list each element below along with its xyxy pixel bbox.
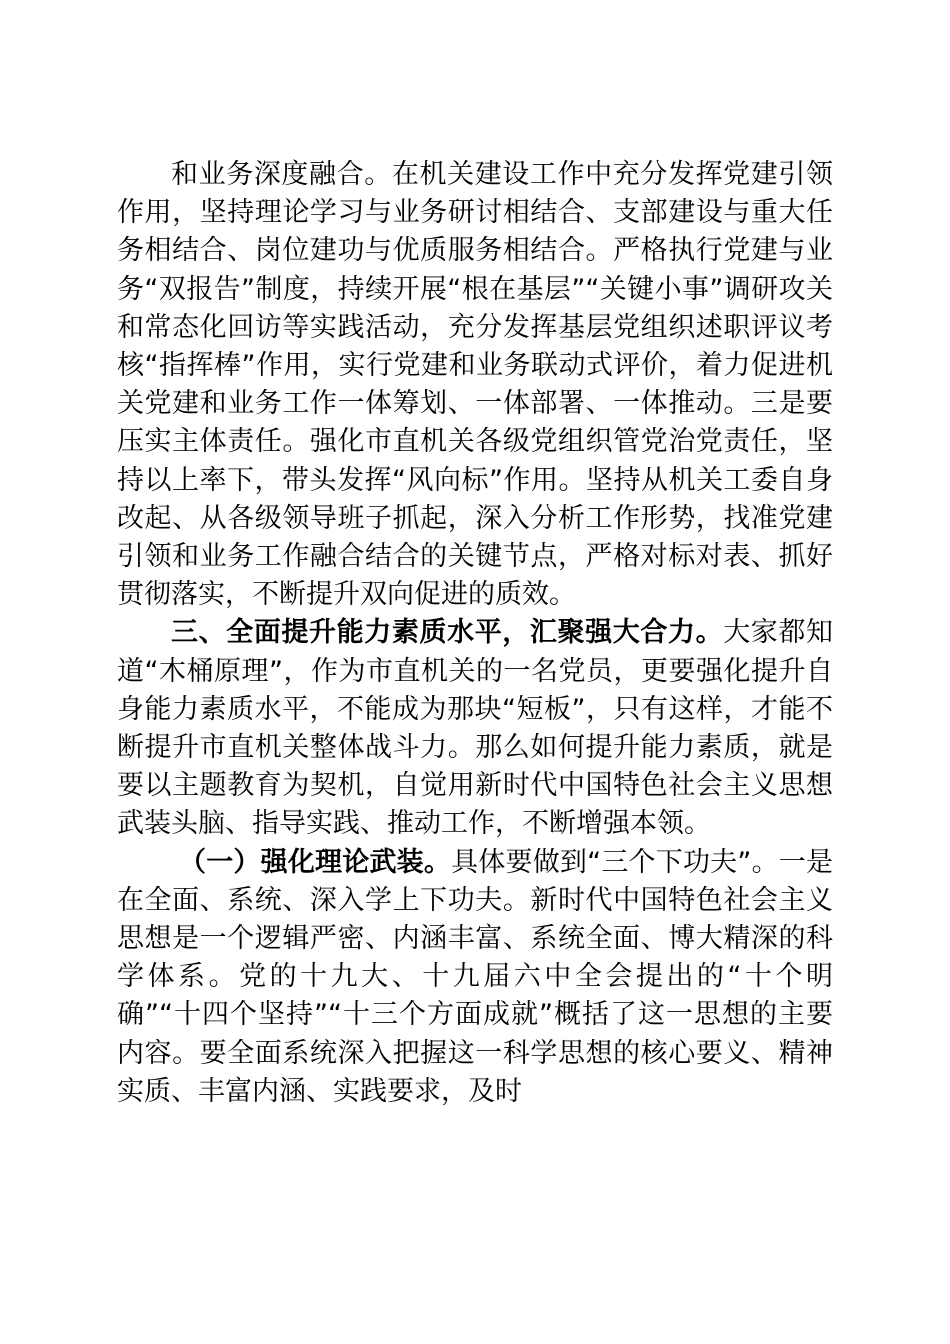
section-three-text: 大家都知道“木桶原理”，作为市直机关的一名党员，更要强化提升自身能力素质水平，不能成为那块“短板”，只有这样，才能不断提升市直机关整体战斗力。那么如何提升能力素质，就是要以主题教育为契机，自觉用新时代中国特色社会主义思想武装头脑、指导实践、推动工作，不断增强本领。 <box>117 617 834 840</box>
subsection-one-heading: （一）强化理论武装。 <box>179 846 452 878</box>
paragraph-1 <box>117 156 833 614</box>
subsection-one-paragraph <box>117 844 833 1111</box>
section-three-paragraph <box>117 614 833 843</box>
document-page <box>117 156 833 1111</box>
section-three-heading: 三、全面提升能力素质水平，汇聚强大合力。 <box>171 617 724 649</box>
subsection-one-text: 具体要做到“三个下功夫”。一是在全面、系统、深入学上下功夫。新时代中国特色社会主义思想是一个逻辑严密、内涵丰富、系统全面、博大精深的科学体系。党的十九大、十九届六中全会提出的“十个明确”“十四个坚持”“十三个方面成就”概括了这一思想的主要内容。要全面系统深入把握这一科学思想的核心要义、精神实质、丰富内涵、实践要求，及时 <box>117 846 833 1107</box>
paragraph-1-text: 和业务深度融合。在机关建设工作中充分发挥党建引领作用，坚持理论学习与业务研讨相结合、支部建设与重大任务相结合、岗位建功与优质服务相结合。严格执行党建与业务“双报告”制度，持续开展“根在基层”“关键小事”调研攻关和常态化回访等实践活动，充分发挥基层党组织述职评议考核“指挥棒”作用，实行党建和业务联动式评价，着力促进机关党建和业务工作一体筹划、一体部署、一体推动。三是要压实主体责任。强化市直机关各级党组织管党治党责任，坚持以上率下，带头发挥“风向标”作用。坚持从机关工委自身改起、从各级领导班子抓起，深入分析工作形势，找准党建引领和业务工作融合结合的关键节点，严格对标对表、抓好贯彻落实，不断提升双向促进的质效。 <box>117 159 833 611</box>
